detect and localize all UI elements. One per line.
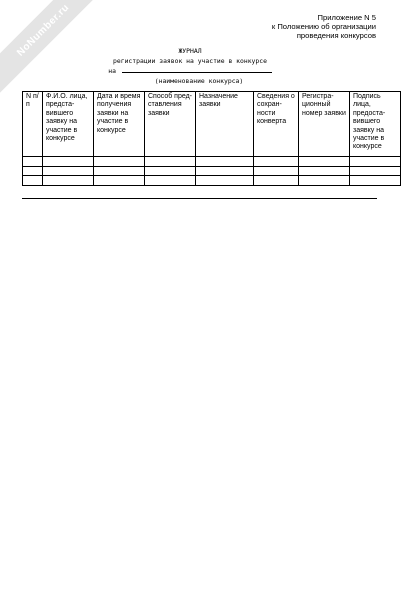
bottom-divider	[22, 198, 377, 199]
table-cell	[350, 166, 401, 176]
table-cell	[299, 166, 350, 176]
contest-name-blank	[122, 66, 272, 73]
table-cell	[254, 157, 299, 167]
appendix-line-1: Приложение N 5	[317, 13, 376, 22]
contest-name-line	[0, 66, 380, 77]
table-cell	[23, 176, 43, 186]
table-cell	[23, 157, 43, 167]
table-cell	[94, 166, 145, 176]
table-cell	[254, 166, 299, 176]
col-header-signature: Подпись лица, предоста-вившего заявку на участие в конкурсе	[350, 92, 401, 157]
table-cell	[299, 176, 350, 186]
col-header-number: N п/п	[23, 92, 43, 157]
table-cell	[43, 157, 94, 167]
col-header-submission-method: Способ пред-ставления заявки	[145, 92, 196, 157]
table-cell	[23, 166, 43, 176]
table-row	[23, 176, 401, 186]
table-cell	[145, 176, 196, 186]
contest-name-prefix: на	[108, 67, 116, 76]
table-cell	[299, 157, 350, 167]
registration-table	[22, 91, 401, 186]
table-row	[23, 157, 401, 167]
table-cell	[196, 157, 254, 167]
table-cell	[254, 176, 299, 186]
table-cell	[43, 166, 94, 176]
appendix-header	[272, 13, 376, 41]
table-cell	[94, 157, 145, 167]
col-header-registration-number: Регистра-ционный номер заявки	[299, 92, 350, 157]
table-cell	[94, 176, 145, 186]
table-cell	[350, 157, 401, 167]
journal-subtitle: регистрации заявок на участие в конкурсе	[113, 56, 267, 65]
col-header-received-datetime: Дата и время получения заявки на участие в конкурсе	[94, 92, 145, 157]
table-header-row	[23, 92, 401, 157]
table-row	[23, 166, 401, 176]
contest-name-caption: (наименование конкурса)	[154, 76, 244, 85]
watermark-text: NoNumber.ru	[14, 1, 72, 59]
col-header-purpose: Назначение заявки	[196, 92, 254, 157]
table-cell	[196, 176, 254, 186]
col-header-applicant-name: Ф.И.О. лица, предста-вившего заявку на участие в конкурсе	[43, 92, 94, 157]
journal-heading	[0, 47, 380, 86]
appendix-line-3: проведения конкурсов	[296, 31, 376, 41]
table-cell	[350, 176, 401, 186]
col-header-envelope-integrity: Сведения о сохран-ности конверта	[254, 92, 299, 157]
table-cell	[145, 166, 196, 176]
table-cell	[145, 157, 196, 167]
table-cell	[196, 166, 254, 176]
table-cell	[43, 176, 94, 186]
journal-title: ЖУРНАЛ	[178, 47, 202, 55]
appendix-line-2: к Положению об организации	[271, 22, 376, 32]
